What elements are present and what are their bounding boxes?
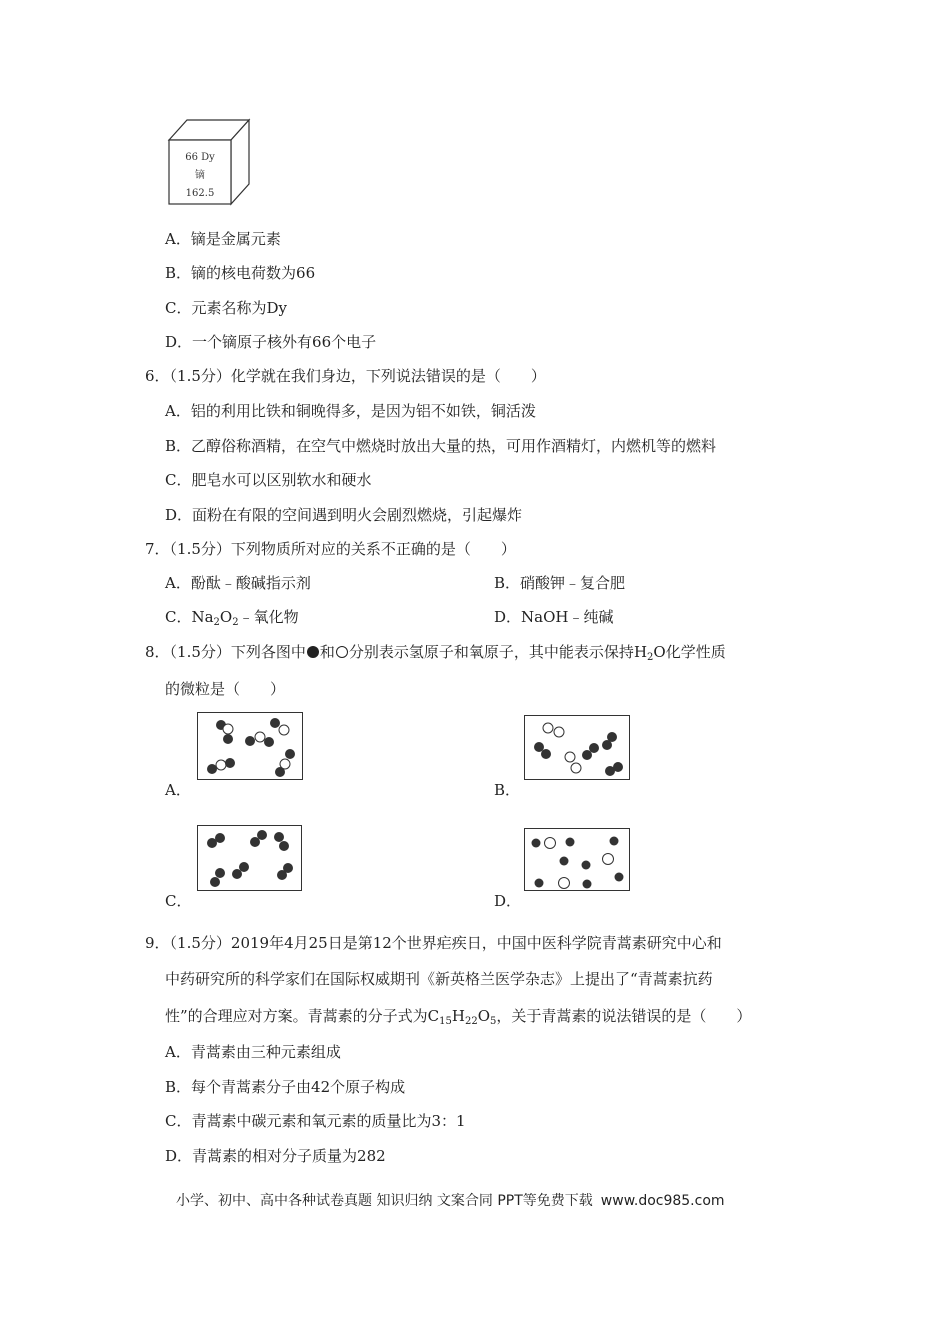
q8-label-c: C． [165,892,192,910]
q6-option-d: D．面粉在有限的空间遇到明火会剧烈燃烧，引起爆炸 [165,506,523,524]
q9-stem-line1: 9．（1.5分）2019年4月25日是第12个世界疟疾日，中国中医科学院青蒿素研究中心和 [145,934,722,952]
q7-stem: 7．（1.5分）下列物质所对应的关系不正确的是（ ） [145,540,516,558]
q8-diagram-b [524,715,630,780]
q9-option-d: D．青蒿素的相对分子质量为282 [165,1147,386,1165]
q7-option-c: C．$Na_2O_2﹣$氧化物 [165,608,299,628]
page-footer [176,1190,725,1210]
q6-option-c: C．肥皂水可以区别软水和硬水 [165,471,372,489]
footer-url-link[interactable]: www.doc985.com [600,1193,725,1209]
q5-option-c: C．元素名称为Dy [165,299,287,317]
q8-label-a: A． [165,781,191,799]
q5-option-b: B．镝的核电荷数为66 [165,264,316,282]
q8-label-d: D． [494,892,522,910]
q7-option-a: A．酚酞﹣酸碱指示剂 [165,574,311,592]
q9-option-b: B．每个青蒿素分子由42个原子构成 [165,1078,406,1096]
q9-stem-line3: 性”的合理应对方案。青蒿素的分子式为$C_{15}H_{22}O_5$，关于青蒿素的说法错误的是（ ） [165,1007,752,1027]
oxygen-atom-icon [336,646,348,658]
q5-option-d: D．一个镝原子核外有66个电子 [165,333,377,351]
element-card-name: 镝 [195,170,205,181]
q9-option-c: C．青蒿素中碳元素和氧元素的质量比为3：1 [165,1112,466,1130]
q7-option-d: D．NaOH﹣纯碱 [494,608,614,626]
footer-text: 小学、初中、高中各种试卷真题 知识归纳 文案合同 PPT等免费下载 [176,1193,593,1209]
q6-stem: 6．（1.5分）化学就在我们身边，下列说法错误的是（ ） [145,367,546,385]
q8-label-b: B． [494,781,521,799]
q8-diagram-d [524,828,630,891]
hydrogen-atom-icon [307,646,319,658]
q5-option-a: A．镝是金属元素 [165,230,281,248]
q8-diagram-a [197,712,303,780]
q7-option-b: B．硝酸钾﹣复合肥 [494,574,626,592]
element-card-cube [165,118,255,210]
q9-stem-line2: 中药研究所的科学家们在国际权威期刊《新英格兰医学杂志》上提出了“青蒿素抗药 [165,970,713,988]
q6-option-b: B．乙醇俗称酒精，在空气中燃烧时放出大量的热，可用作酒精灯，内燃机等的燃料 [165,437,717,455]
q8-diagram-c [197,825,302,891]
q8-stem-line2: 的微粒是（ ） [165,680,286,698]
q9-option-a: A．青蒿素由三种元素组成 [165,1043,341,1061]
element-card-mass: 162.5 [185,188,215,199]
q6-option-a: A．铝的利用比铁和铜晚得多，是因为铝不如铁，铜活泼 [165,402,536,420]
q8-stem: 8．（1.5分）下列各图中 和 分别表示氢原子和氧原子，其中能表示保持$H_2O$化学性质 [145,643,726,663]
element-card-symbol: 66 Dy [185,152,215,163]
